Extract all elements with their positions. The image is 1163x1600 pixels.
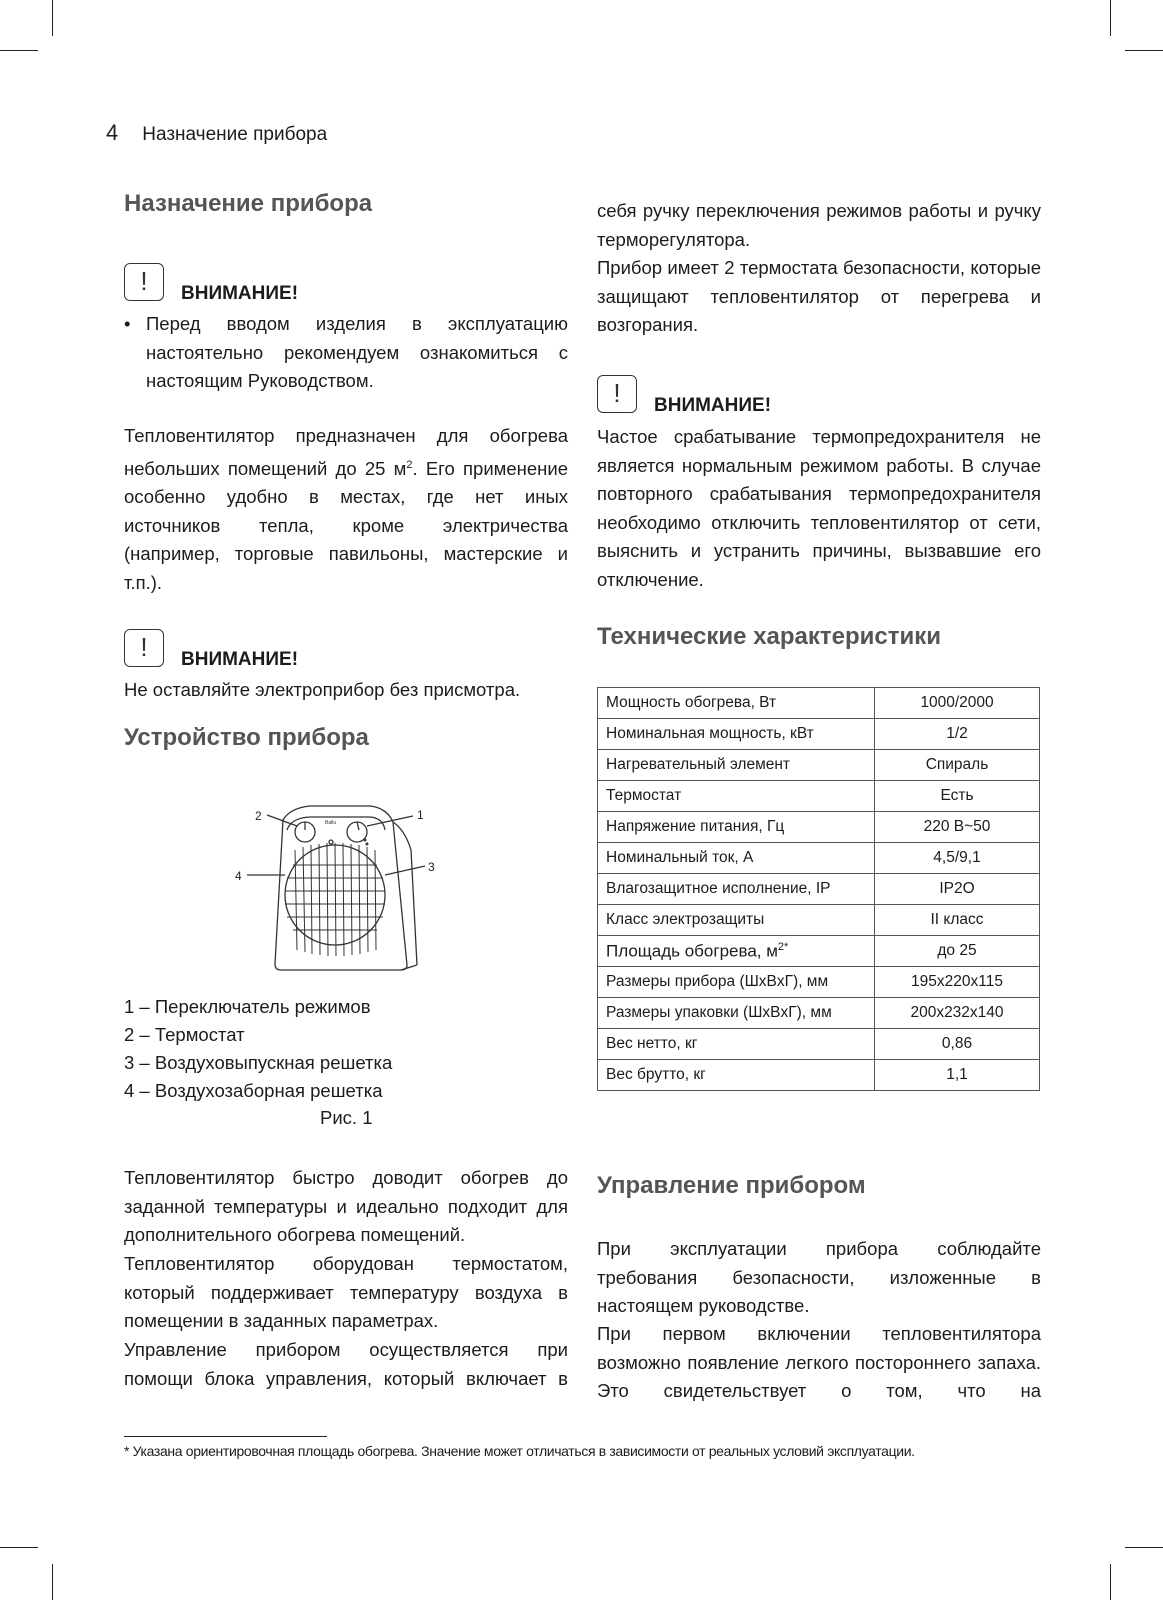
spec-value: до 25 — [875, 936, 1040, 967]
footnote-rule — [124, 1436, 327, 1437]
warning-text: Не оставляйте электроприбор без присмотра. — [124, 679, 521, 700]
heater-illustration — [235, 800, 450, 980]
footnote: * Указана ориентировочная площадь обогрева. Значение может отличаться в зависимости от реальных условий эксплуатации. — [124, 1443, 915, 1459]
spec-name: Вес брутто, кг — [598, 1060, 875, 1091]
heading-specs: Технические характеристики — [597, 623, 942, 650]
spec-name: Размеры упаковки (ШxВxГ), мм — [598, 998, 875, 1029]
spec-value: 1000/2000 — [875, 688, 1040, 719]
crop-mark — [0, 50, 38, 51]
table-row — [598, 688, 1040, 719]
spec-value: 4,5/9,1 — [875, 843, 1040, 874]
table-row — [598, 843, 1040, 874]
table-row — [598, 967, 1040, 998]
spec-name: Площадь обогрева, $м^{2*}$ — [598, 936, 875, 967]
running-header — [106, 120, 327, 146]
warning-block — [124, 263, 424, 307]
paragraph-control: Управление прибором осуществляется при помощи блока управления, который включает в — [124, 1339, 568, 1389]
figure-label-4: 4 — [235, 869, 242, 883]
figure-caption: Рис. 1 — [320, 1107, 373, 1128]
table-row — [598, 1060, 1040, 1091]
figure-label-3: 3 — [428, 860, 435, 874]
crop-mark — [52, 0, 53, 36]
spec-value: 195x220x115 — [875, 967, 1040, 998]
spec-name: Мощность обогрева, Вт — [598, 688, 875, 719]
paragraph-safety-thermostats: Прибор имеет 2 термостата безопасности, которые защищают тепловентилятор от перегрева и возгорания. — [597, 257, 1041, 335]
figure-label-1: 1 — [417, 808, 424, 822]
spec-value: IP2O — [875, 874, 1040, 905]
legend-item: 1 – Переключатель режимов — [124, 996, 371, 1017]
warning-label: ВНИМАНИЕ! — [181, 649, 299, 670]
figure-legend — [124, 993, 392, 1105]
warning-label: ВНИМАНИЕ! — [654, 395, 772, 416]
warning-block — [597, 375, 897, 419]
header-title: Назначение прибора — [142, 124, 328, 145]
table-row — [598, 936, 1040, 967]
crop-mark — [1110, 1564, 1111, 1600]
crop-mark — [1110, 0, 1111, 36]
spec-name: Класс электрозащиты — [598, 905, 875, 936]
spec-value: 1/2 — [875, 719, 1040, 750]
paragraph-control-cont: себя ручку переключения режимов работы и ручку терморегулятора. — [597, 200, 1041, 250]
page-number: 4 — [106, 120, 119, 145]
table-row — [598, 781, 1040, 812]
warning-block — [124, 629, 424, 673]
spec-name: Термостат — [598, 781, 875, 812]
warning-text: Частое срабатывание термопредохранителя не является нормальным режимом работы. В случае повторного срабатывания термопредохранителя необходимо отключить тепловентилятор от сети, выяснить и устранить причины, вызвавшие его отключение. — [597, 426, 1041, 590]
spec-name: Размеры прибора (ШxВxГ), мм — [598, 967, 875, 998]
spec-name: Вес нетто, кг — [598, 1029, 875, 1060]
paragraph-first-use: При первом включении тепловентилятора возможно появление легкого постороннего запаха. Это свидетельствует о том, что на — [597, 1323, 1041, 1401]
table-row — [598, 750, 1040, 781]
spec-name: Влагозащитное исполнение, IP — [598, 874, 875, 905]
warning-label: ВНИМАНИЕ! — [181, 283, 299, 304]
brand-logo: Ballu — [325, 820, 337, 826]
bullet-dot: • — [124, 313, 131, 334]
legend-item: 2 – Термостат — [124, 1024, 245, 1045]
table-row — [598, 812, 1040, 843]
warning-icon: ! — [124, 629, 164, 667]
spec-value: Спираль — [875, 750, 1040, 781]
warning-icon: ! — [597, 375, 637, 413]
spec-name: Номинальный ток, А — [598, 843, 875, 874]
warning-icon: ! — [124, 263, 164, 301]
paragraph-control-safety: При эксплуатации прибора соблюдайте требования безопасности, изложенные в настоящем руководстве. — [597, 1238, 1041, 1316]
paragraph-thermostat: Тепловентилятор оборудован термостатом, который поддерживает температуру воздуха в помещении в заданных параметрах. — [124, 1253, 568, 1331]
spec-name: Нагревательный элемент — [598, 750, 875, 781]
table-row — [598, 998, 1040, 1029]
crop-mark — [1125, 50, 1163, 51]
spec-name: Напряжение питания, Гц — [598, 812, 875, 843]
table-row — [598, 905, 1040, 936]
crop-mark — [1125, 1547, 1163, 1548]
table-row — [598, 719, 1040, 750]
spec-value: Есть — [875, 781, 1040, 812]
spec-value: II класс — [875, 905, 1040, 936]
legend-item: 3 – Воздуховыпускная решетка — [124, 1052, 393, 1073]
spec-value: 200x232x140 — [875, 998, 1040, 1029]
specs-table — [597, 687, 1040, 1091]
legend-item: 4 – Воздухозаборная решетка — [124, 1080, 383, 1101]
paragraph-heating: Тепловентилятор быстро доводит обогрев до заданной температуры и идеально подходит для дополнительного обогрева помещений. — [124, 1167, 568, 1245]
spec-name: Номинальная мощность, кВт — [598, 719, 875, 750]
bullet-text: Перед вводом изделия в эксплуатацию настоятельно рекомендуем ознакомиться с настоящим Руководством. — [146, 313, 568, 391]
spec-value: 0,86 — [875, 1029, 1040, 1060]
table-row — [598, 874, 1040, 905]
figure-label-2: 2 — [255, 809, 262, 823]
heading-purpose: Назначение прибора — [124, 190, 373, 217]
crop-mark — [52, 1564, 53, 1600]
table-row — [598, 1029, 1040, 1060]
spec-value: 220 В~50 — [875, 812, 1040, 843]
purpose-paragraph: Тепловентилятор предназначен для обогрева небольших помещений до 25 $м^2$. Его применение особенно удобно в местах, где нет иных источников тепла, кроме электричества (например, торговые павильоны, мастерские и т.п.). — [124, 425, 569, 593]
heading-control: Управление прибором — [597, 1172, 866, 1199]
heading-device: Устройство прибора — [124, 724, 369, 751]
spec-value: 1,1 — [875, 1060, 1040, 1091]
crop-mark — [0, 1547, 38, 1548]
